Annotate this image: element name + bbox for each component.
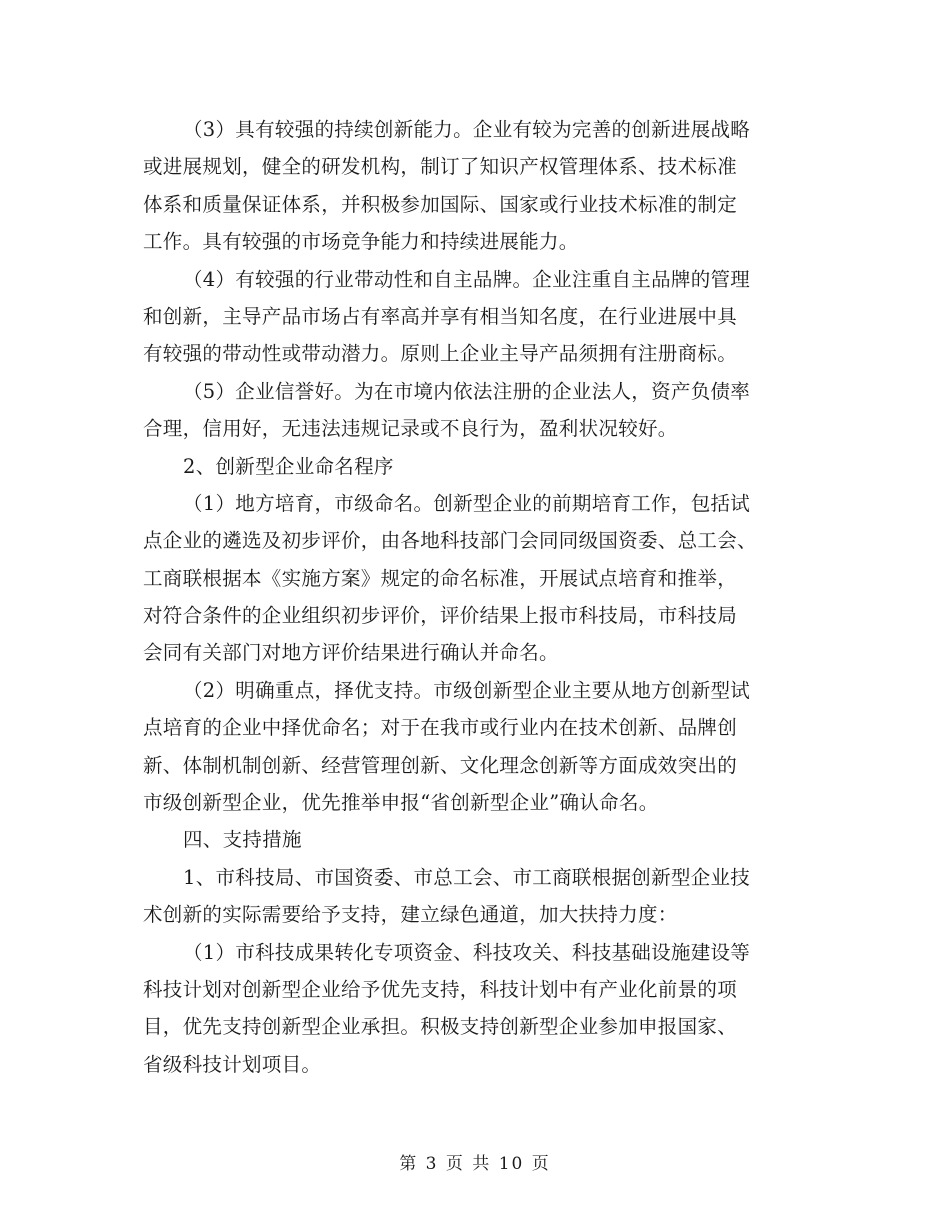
text-line: 有较强的带动性或带动潜力。原则上企业主导产品须拥有注册商标。 xyxy=(143,342,738,366)
para-criterion-3 xyxy=(143,111,807,261)
text-line: 和创新，主导产品市场占有率高并享有相当知名度，在行业进展中具 xyxy=(143,304,738,328)
document-body xyxy=(143,111,807,1083)
text-line: 市级创新型企业，优先推举申报“省创新型企业”确认命名。 xyxy=(143,791,659,815)
text-line: 新、体制机制创新、经营管理创新、文化理念创新等方面成效突出的 xyxy=(143,753,738,777)
text-line: 会同有关部门对地方评价结果进行确认并命名。 xyxy=(143,641,559,665)
text-line: （2）明确重点，择优支持。市级创新型企业主要从地方创新型试 xyxy=(183,678,751,702)
text-line: （3）具有较强的持续创新能力。企业有较为完善的创新进展战略 xyxy=(183,118,751,141)
text-line: （4）有较强的行业带动性和自主品牌。企业注重自主品牌的管理 xyxy=(183,267,751,291)
text-line: 工作。具有较强的市场竞争能力和持续进展能力。 xyxy=(143,230,579,254)
text-line: 省级科技计划项目。 xyxy=(143,1052,322,1076)
text-line: （5）企业信誉好。为在市境内依法注册的企业法人，资产负债率 xyxy=(183,379,751,403)
para-criterion-5 xyxy=(143,373,807,448)
text-line: 科技计划对创新型企业给予优先支持，科技计划中有产业化前景的项 xyxy=(143,977,738,1001)
text-line: 四、支持措施 xyxy=(183,828,302,852)
text-line: 合理，信用好，无违法违规记录或不良行为，盈利状况较好。 xyxy=(143,417,678,441)
text-line: 体系和质量保证体系，并积极参加国际、国家或行业技术标准的制定 xyxy=(143,192,738,216)
text-line: 术创新的实际需要给予支持，建立绿色通道，加大扶持力度： xyxy=(143,903,678,927)
text-line: 对符合条件的企业组织初步评价，评价结果上报市科技局，市科技局 xyxy=(143,604,738,628)
text-line: 目，优先支持创新型企业承担。积极支持创新型企业参加申报国家、 xyxy=(143,1015,738,1039)
heading-naming-procedure xyxy=(143,448,807,485)
para-procedure-1 xyxy=(143,485,807,672)
text-line: 或进展规划，健全的研发机构，制订了知识产权管理体系、技术标准 xyxy=(143,155,738,179)
text-line: 2、创新型企业命名程序 xyxy=(183,454,394,478)
para-measure-1 xyxy=(143,859,807,934)
heading-support-measures xyxy=(143,821,807,858)
page-footer: 第 3 页 共 10 页 xyxy=(399,1154,551,1174)
text-line: 工商联根据本《实施方案》规定的命名标准，开展试点培育和推举， xyxy=(143,566,738,590)
text-line: （1）市科技成果转化专项资金、科技攻关、科技基础设施建设等 xyxy=(183,940,751,964)
text-line: 1、市科技局、市国资委、市总工会、市工商联根据创新型企业技 xyxy=(183,865,751,889)
text-line: （1）地方培育，市级命名。创新型企业的前期培育工作，包括试 xyxy=(183,491,751,515)
para-criterion-4 xyxy=(143,261,807,373)
text-line: 点培育的企业中择优命名；对于在我市或行业内在技术创新、品牌创 xyxy=(143,716,738,740)
para-measure-1-1 xyxy=(143,934,807,1084)
para-procedure-2 xyxy=(143,672,807,822)
text-line: 点企业的遴选及初步评价，由各地科技部门会同同级国资委、总工会、 xyxy=(143,529,757,553)
